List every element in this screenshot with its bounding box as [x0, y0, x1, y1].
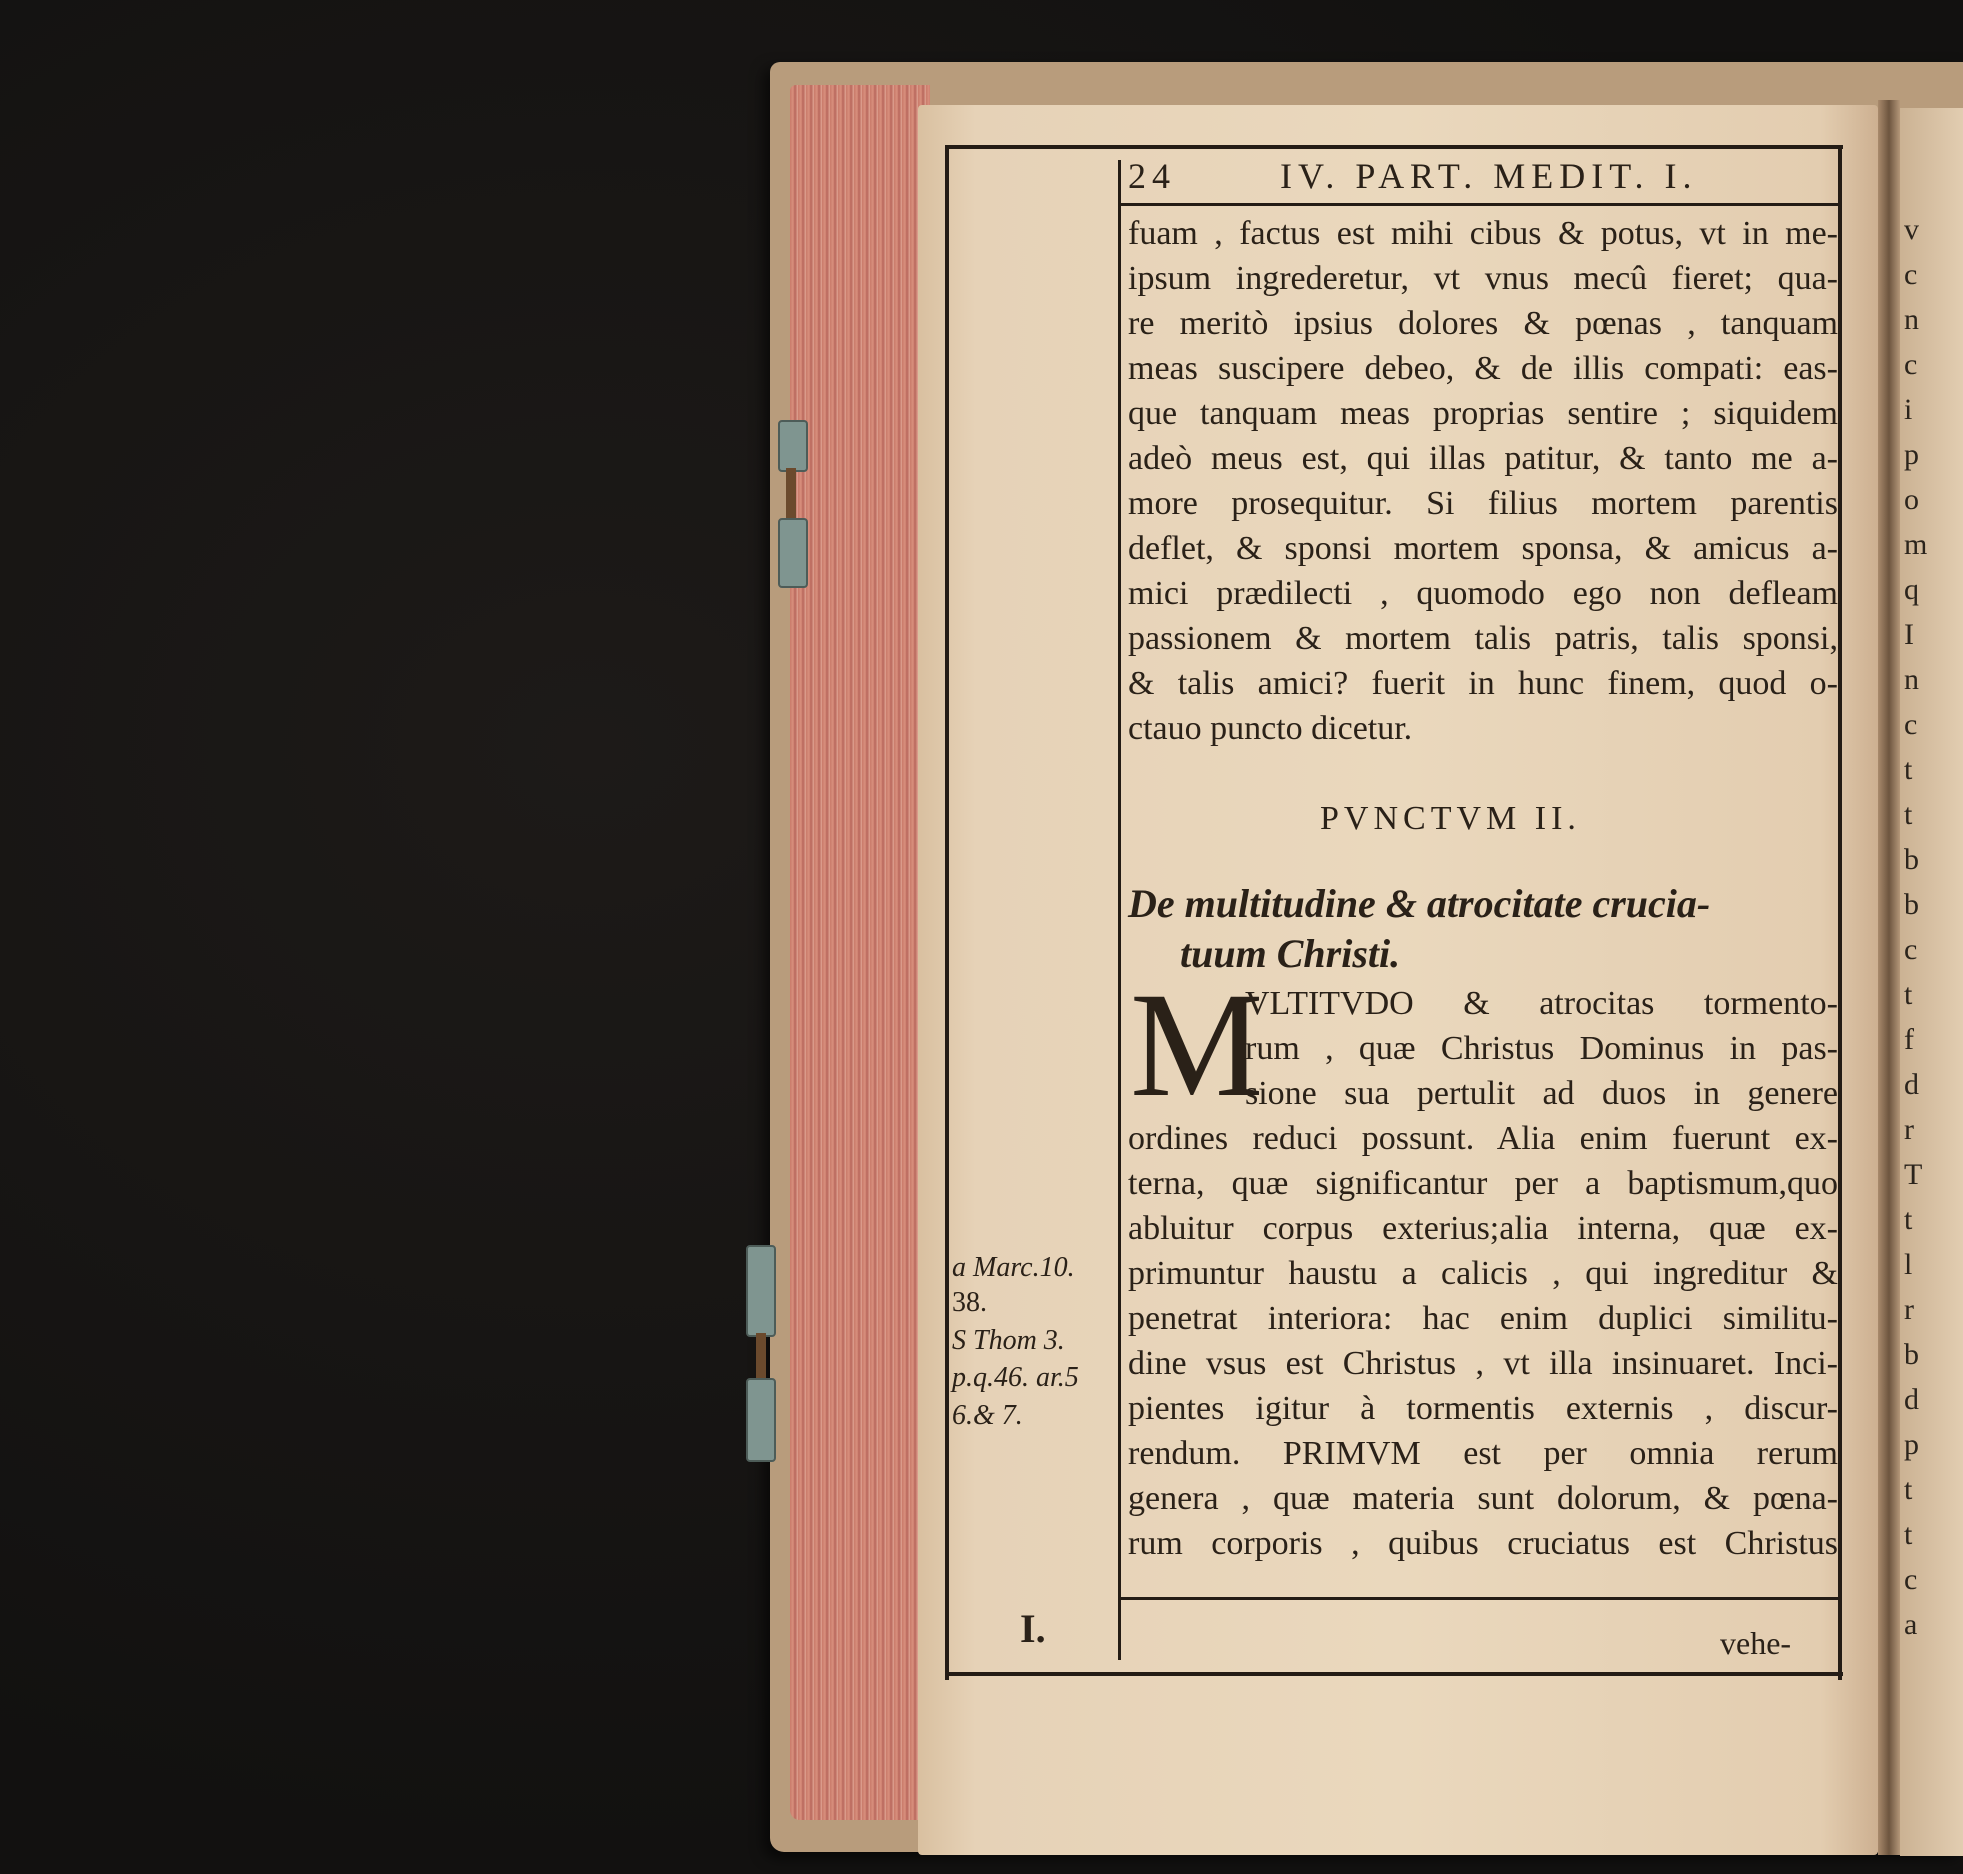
upper-clasp-pin: [786, 468, 796, 518]
facing-page-fragment: n: [1904, 663, 1919, 696]
text-line: ipsum ingrederetur, vt vnus mecû fieret; qua-: [1128, 260, 1838, 297]
text-line: terna, quæ significantur per a baptismum,quo: [1128, 1165, 1838, 1202]
lower-clasp-bottom: [746, 1378, 776, 1462]
margin-divider-rule: [1118, 160, 1121, 1660]
facing-page-fragment: i: [1904, 393, 1913, 426]
upper-clasp-top: [778, 420, 808, 472]
facing-page-fragment: t: [1904, 1473, 1913, 1506]
page-number: 24: [1128, 156, 1176, 196]
text-line: fuam , factus est mihi cibus & potus, vt in me-: [1128, 215, 1838, 252]
facing-page-fragment: t: [1904, 1203, 1913, 1236]
header-rule: [1120, 203, 1840, 206]
facing-page-fragment: r: [1904, 1113, 1914, 1146]
facing-page-fragment: l: [1904, 1248, 1913, 1281]
facing-page-fragment: b: [1904, 843, 1919, 876]
facing-page-fragment: o: [1904, 483, 1919, 516]
drop-cap: M: [1130, 962, 1264, 1128]
facing-page-fragment: t: [1904, 1518, 1913, 1551]
margin-note: 38.: [952, 1287, 987, 1318]
catchword: vehe-: [1720, 1625, 1792, 1661]
facing-page-fragment: d: [1904, 1383, 1919, 1416]
upper-clasp-bottom: [778, 518, 808, 588]
margin-note: 6.& 7.: [952, 1400, 1023, 1431]
facing-page-fragment: b: [1904, 888, 1919, 921]
lower-clasp-pin: [756, 1333, 766, 1378]
facing-page-fragment: c: [1904, 348, 1918, 381]
text-line: rum , quæ Christus Dominus in pas-: [1245, 1030, 1838, 1067]
facing-page-fragment: b: [1904, 1338, 1919, 1371]
text-line: sione sua pertulit ad duos in genere: [1245, 1075, 1838, 1112]
facing-page-fragment: f: [1904, 1023, 1914, 1056]
text-line: adeò meus est, qui illas patitur, & tanto me a-: [1128, 440, 1838, 477]
text-line: passionem & mortem talis patris, talis sponsi,: [1128, 620, 1838, 657]
text-line: rendum. PRIMVM est per omnia rerum: [1128, 1435, 1838, 1472]
facing-page-fragment: c: [1904, 708, 1918, 741]
frame-bottom-rule: [945, 1672, 1843, 1676]
text-line: que tanquam meas proprias sentire ; siquidem: [1128, 395, 1838, 432]
section-subtitle-line: tuum Christi.: [1180, 931, 1401, 976]
text-line: VLTITVDO & atrocitas tormento-: [1245, 985, 1838, 1022]
facing-page-fragment: a: [1904, 1608, 1918, 1641]
facing-page-fragment: d: [1904, 1068, 1919, 1101]
facing-page-fragment: v: [1904, 213, 1919, 246]
frame-top-rule: [945, 145, 1843, 149]
facing-page-fragment: c: [1904, 933, 1918, 966]
running-head: IV. PART. MEDIT. I.: [1280, 156, 1698, 196]
text-line: primuntur haustu a calicis , qui ingreditur &: [1128, 1255, 1838, 1292]
text-line: rum corporis , quibus cruciatus est Christus: [1128, 1525, 1838, 1562]
facing-page-fragment: c: [1904, 1563, 1918, 1596]
facing-page-fragment: p: [1904, 438, 1919, 471]
facing-page-fragment: T: [1904, 1158, 1923, 1191]
facing-page-fragment: r: [1904, 1293, 1914, 1326]
text-line: deflet, & sponsi mortem sponsa, & amicus a-: [1128, 530, 1838, 567]
text-line: mici prædilecti , quomodo ego non defleam: [1128, 575, 1838, 612]
red-page-edges: [790, 85, 930, 1820]
facing-page-fragment: I: [1904, 618, 1914, 651]
frame-right-rule: [1838, 145, 1842, 1680]
margin-number: I.: [1020, 1606, 1046, 1651]
text-line: pientes igitur à tormentis externis , discur-: [1128, 1390, 1838, 1427]
facing-page-fragment: m: [1904, 528, 1928, 561]
text-line: ordines reduci possunt. Alia enim fuerunt ex-: [1128, 1120, 1838, 1157]
text-line: re meritò ipsius dolores & pœnas , tanquam: [1128, 305, 1838, 342]
facing-page-fragment: n: [1904, 303, 1919, 336]
text-line: dine vsus est Christus , vt illa insinuaret. Inci-: [1128, 1345, 1838, 1382]
lower-clasp-top: [746, 1245, 776, 1337]
text-line: abluitur corpus exterius;alia interna, quæ ex-: [1128, 1210, 1838, 1247]
facing-page-fragment: t: [1904, 978, 1913, 1011]
text-line: penetrat interiora: hac enim duplici similitu-: [1128, 1300, 1838, 1337]
margin-note: a Marc.10.: [952, 1252, 1075, 1283]
facing-page-fragment: c: [1904, 258, 1918, 291]
book-gutter: [1878, 100, 1900, 1855]
text-line: ctauo puncto dicetur.: [1128, 710, 1413, 747]
text-bottom-rule: [1120, 1597, 1840, 1600]
text-line: & talis amici? fuerit in hunc finem, quod o-: [1128, 665, 1838, 702]
frame-left-rule: [945, 145, 949, 1680]
facing-page-fragment: t: [1904, 798, 1913, 831]
section-subtitle-line: De multitudine & atrocitate crucia-: [1128, 881, 1711, 926]
section-heading: PVNCTVM II.: [1320, 800, 1581, 837]
margin-note: p.q.46. ar.5: [952, 1362, 1079, 1393]
facing-page-fragment: t: [1904, 753, 1913, 786]
text-line: more prosequitur. Si filius mortem parentis: [1128, 485, 1838, 522]
facing-page-fragment: p: [1904, 1428, 1919, 1461]
facing-page-fragment: q: [1904, 573, 1919, 606]
margin-note: S Thom 3.: [952, 1325, 1065, 1356]
text-line: meas suscipere debeo, & de illis compati: eas-: [1128, 350, 1838, 387]
text-line: genera , quæ materia sunt dolorum, & pœna-: [1128, 1480, 1838, 1517]
facing-page-edge: [1900, 108, 1963, 1856]
